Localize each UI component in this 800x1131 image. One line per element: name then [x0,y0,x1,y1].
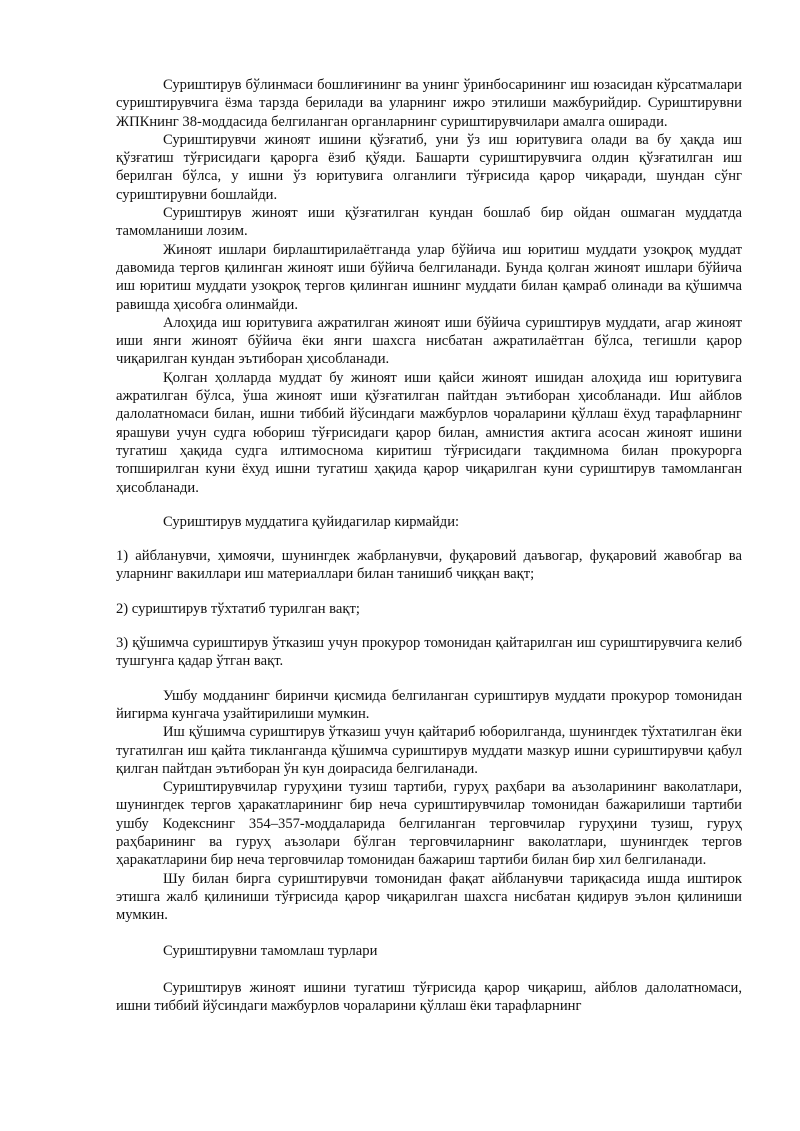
paragraph-6: Қолган ҳолларда муддат бу жиноят иши қайси жиноят ишидан алоҳида иш юритувига ажратилган бўлса, ўша жиноят иши қўзғатилган пайтдан эътиборан ҳисобланади. Иш айблов далолатномаси билан, ишни тиббий йўсиндаги мажбурлов чораларини қўллаш ёхуд тарафларнинг ярашуви учун судга юбориш тўғрисидаги қарор билан, амнистия актига асосан жиноят ишини тугатиш ҳақида судга илтимоснома киритиш тўғрисидаги тақдимнома билан прокурорга топширилган куни ёхуд ишни тугатиш ҳақида қарор чиқарилган куни суриштирув тамомланган ҳисобланади. [116,369,742,496]
document-page [116,76,742,1015]
paragraph-13: Суриштирув жиноят ишини тугатиш тўғрисида қарор чиқариш, айблов далолатномаси, ишни тиббий йўсиндаги мажбурлов чораларини қўллаш ёки тарафларнинг [116,979,742,1015]
list-item-3: 3) қўшимча суриштирув ўтказиш учун прокурор томонидан қайтарилган иш суриштирувчига келиб тушгунга қадар ўтган вақт. [116,635,742,670]
section-heading: Суриштирувни тамомлаш турлари [163,943,378,960]
paragraph-1: Суриштирув бўлинмаси бошлиғининг ва унинг ўринбосарининг иш юзасидан кўрсатмалари суриштирувчига ёзма тарзда берилади ва уларнинг ижро этилиши мажбурийдир. Суриштирувни ЖПКнинг 38-моддасида белгиланган органларнинг суриштирувчилари амалга оширади. [116,77,742,130]
list-item-1: 1) айбланувчи, ҳимоячи, шунингдек жабрланувчи, фуқаровий даъвогар, фуқаровий жавобгар ва уларнинг вакиллари иш материаллари билан танишиб чиққан вақт; [116,548,742,583]
list-item-2: 2) суриштирув тўхтатиб турилган вақт; [116,600,360,617]
list-heading: Суриштирув муддатига қуйидагилар кирмайди: [163,513,460,530]
paragraph-10: Суриштирувчилар гуруҳини тузиш тартиби, гуруҳ раҳбари ва аъзоларининг ваколатлари, шунингдек тергов ҳаракатларининг бир неча суриштирувчилар томонидан бажарилиши тартиби ушбу Кодекснинг 354–357-моддаларида белгиланган терговчилар гуруҳини тузиш, гуруҳ раҳбарининг ва гуруҳ аъзолари бўлган терговчиларнинг ваколатлари, шунингдек тергов ҳаракатларини бир неча терговчилар томонидан бажариш тартиби билан бир хил белгиланади. [116,779,742,869]
paragraph-5: Алоҳида иш юритувига ажратилган жиноят иши бўйича суриштирув муддати, агар жиноят иши янги жиноят бўйича ёки янги шахсга нисбатан ажратилаётган бўлса, тегишли қарор чиқарилган кундан эътиборан ҳисобланади. [116,314,742,368]
paragraph-2: Суриштирувчи жиноят ишини қўзғатиб, уни ўз иш юритувига олади ва бу ҳақда иш қўзғатиш тўғрисидаги қарорга ёзиб қўяди. Башарти суриштирувчига олдин қўзғатилган иш берилган бўлса, у ишни ўз юритувига олганлиги тўғрисида қарор чиқаради, шундан сўнг суриштирувни бошлайди. [116,131,742,203]
paragraph-4: Жиноят ишлари бирлаштирилаётганда улар бўйича иш юритиш муддати узоқроқ муддат давомида тергов қилинган жиноят иши бўйича белгиланади. Бунда қолган жиноят ишлари бўйича иш юритиш муддати узоқроқ тергов қилинган ишнинг муддати билан қамраб олинади ва қўшимча равишда ҳисобга олинмайди. [116,241,742,313]
paragraph-3: Суриштирув жиноят иши қўзғатилган кундан бошлаб бир ойдан ошмаган муддатда тамомланиши лозим. [116,205,742,240]
paragraph-11: Шу билан бирга суриштирувчи томонидан фақат айбланувчи тариқасида ишда иштирок этишга жалб қилиниши тўғрисида қарор чиқарилган шахсга нисбатан қидирув эълон қилиниши мумкин. [116,870,742,924]
paragraph-9: Иш қўшимча суриштирув ўтказиш учун қайтариб юборилганда, шунингдек тўхтатилган ёки тугатилган иш қайта тикланганда қўшимча суриштирув муддати мазкур ишни суриштирувчи қабул қилган пайтдан эътиборан ўн кун доирасида белгиланади. [116,724,742,777]
paragraph-8: Ушбу модданинг биринчи қисмида белгиланган суриштирув муддати прокурор томонидан йигирма кунгача узайтирилиши мумкин. [116,687,742,722]
